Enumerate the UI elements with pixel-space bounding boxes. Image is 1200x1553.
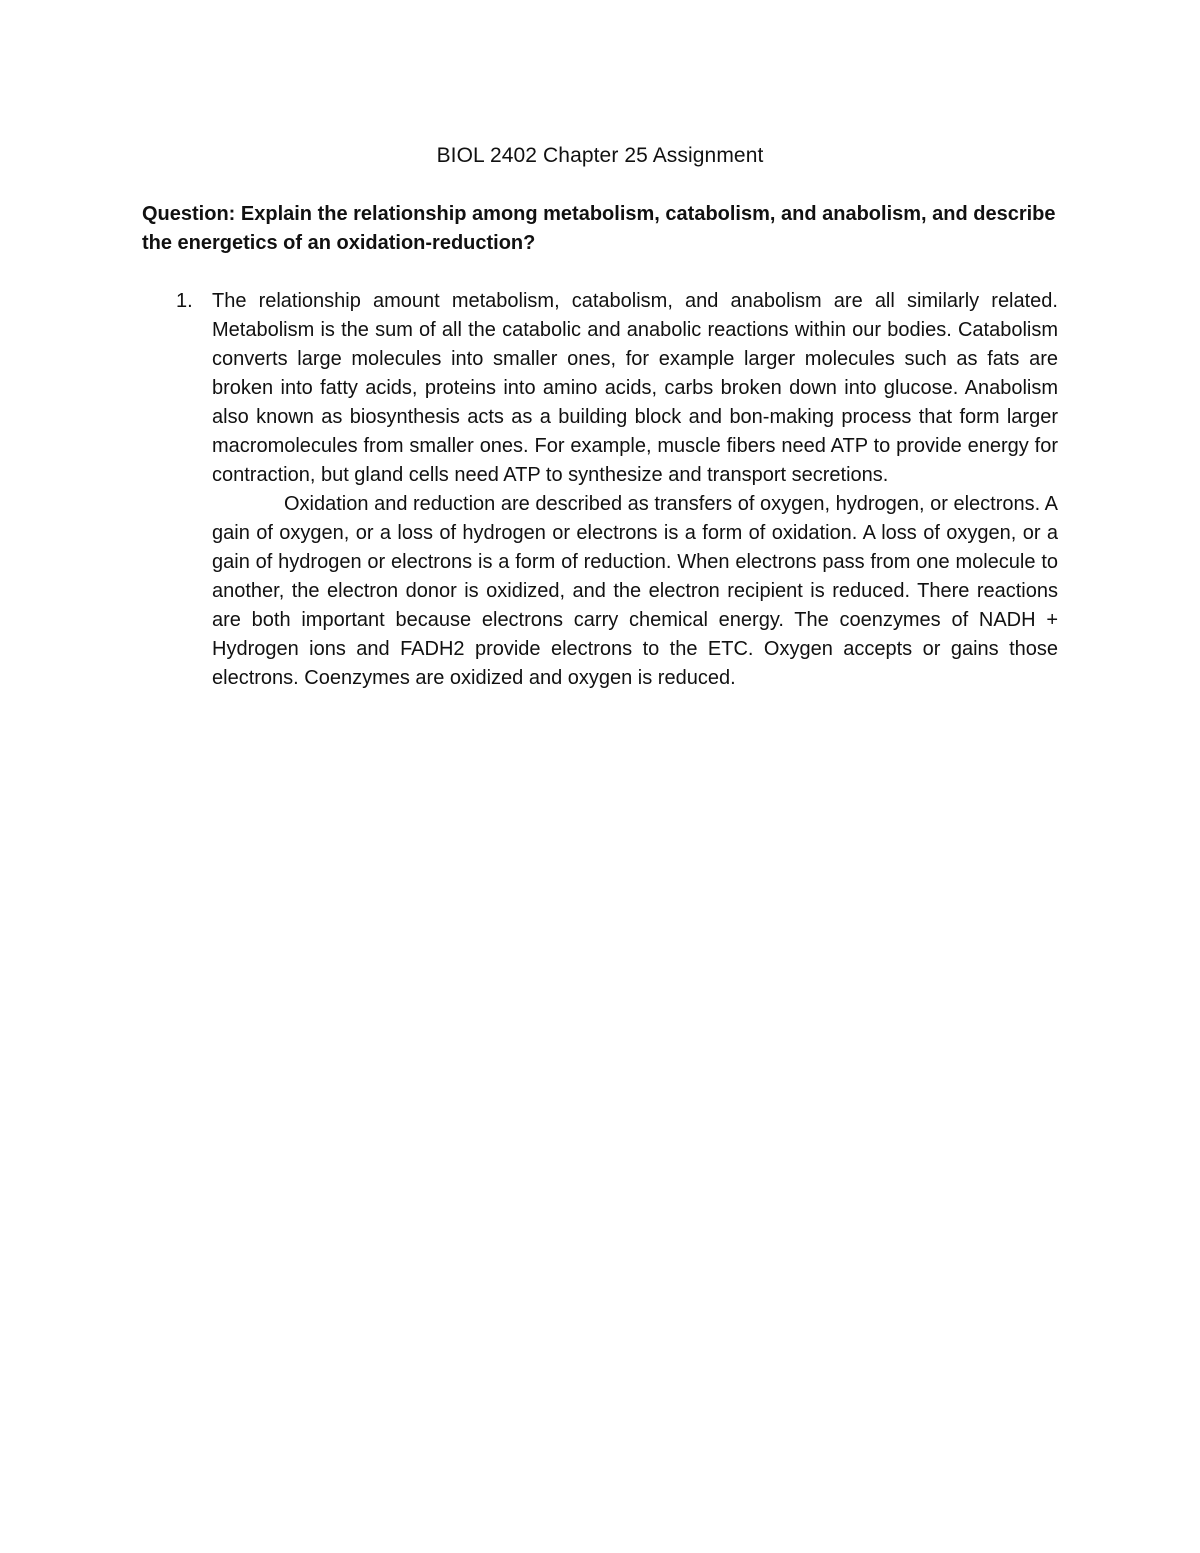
page-title: BIOL 2402 Chapter 25 Assignment: [436, 144, 764, 167]
answer-list: [142, 287, 1058, 693]
list-item-number: 1.: [176, 290, 193, 312]
answer-paragraph-metabolism: The relationship amount metabolism, catabolism, and anabolism are all similarly related. Metabolism is the sum of all the catabolic and anabolic reactions within our bodies. Catabolism converts large molecules into smaller ones, for example larger molecules such as fats are broken into fatty acids, proteins into amino acids, carbs broken down into glucose. Anabolism also known as biosynthesis acts as a building block and bon-making process that form larger macromolecules from smaller ones. For example, muscle fibers need ATP to provide energy for contraction, but gland cells need ATP to synthesize and transport secretions.: [212, 290, 1058, 486]
list-item: [142, 287, 1058, 693]
question-text: Question: Explain the relationship among metabolism, catabolism, and anabolism, and describe the energetics of an oxidation-reduction?: [142, 203, 1056, 254]
answer-paragraph-oxidation-reduction: Oxidation and reduction are described as transfers of oxygen, hydrogen, or electrons. A gain of oxygen, or a loss of hydrogen or electrons is a form of oxidation. A loss of oxygen, or a gain of hydrogen or electrons is a form of reduction. When electrons pass from one molecule to another, the electron donor is oxidized, and the electron recipient is reduced. There reactions are both important because electrons carry chemical energy. The coenzymes of NADH + Hydrogen ions and FADH2 provide electrons to the ETC. Oxygen accepts or gains those electrons. Coenzymes are oxidized and oxygen is reduced.: [212, 493, 1058, 689]
